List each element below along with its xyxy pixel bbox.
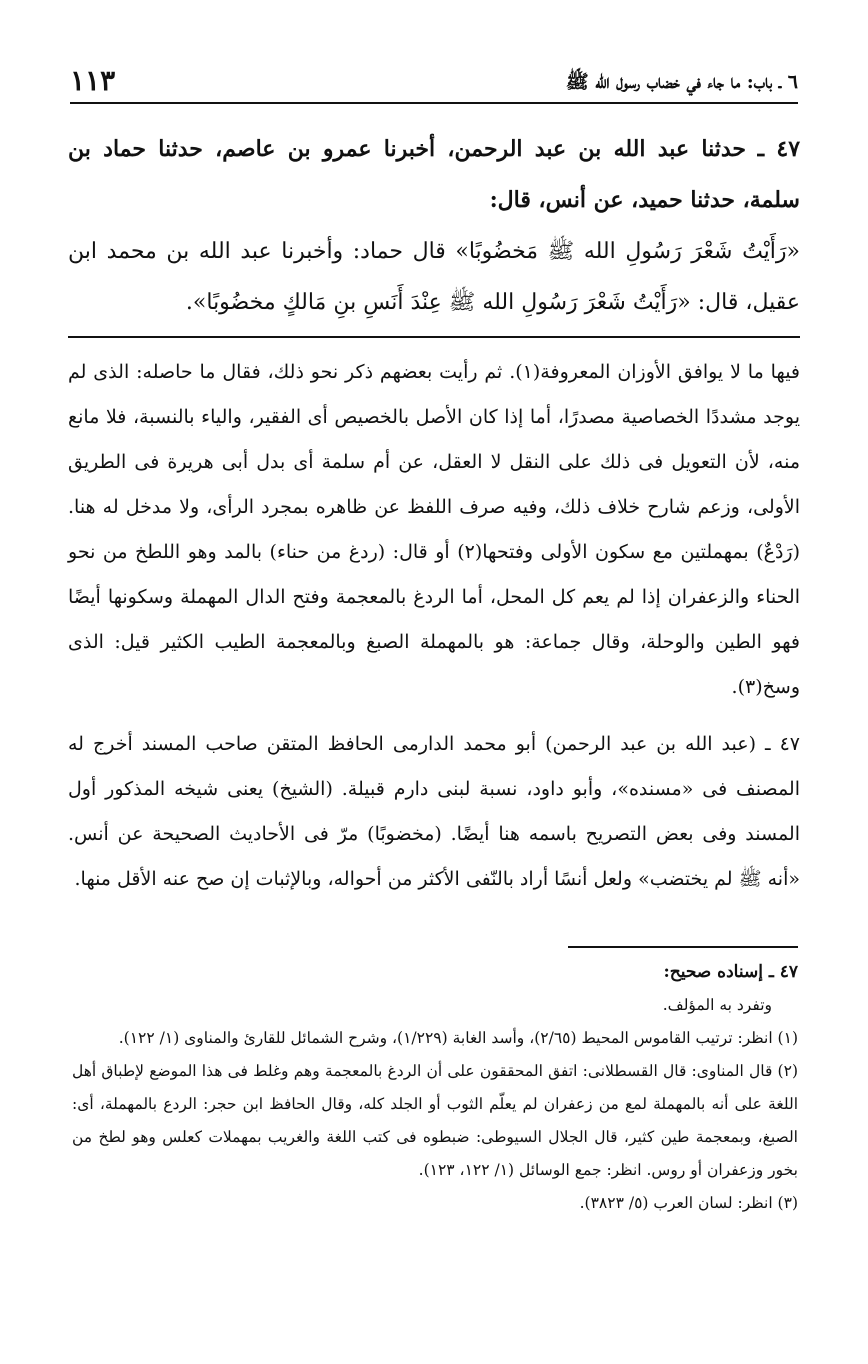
isnad-note: وتفرد به المؤلف. <box>662 996 772 1014</box>
commentary-paragraph-2: ٤٧ ـ (عبد الله بن عبد الرحمن) أبو محمد الدارمى الحافظ المتقن صاحب المسند أخرج له المصنف فى «مسنده»، وأبو داود، نسبة لبنى دارم قبيلة. (الشيخ) يعنى شيخه المذكور أول المسند وفى بعض التصريح باسمه هنا أيضًا. (مخضوبًا) مرّ فى الأحاديث الصحيحة عن أنس. «أنه ﷺ لم يختضب» ولعل أنسًا أراد بالنّفى الأكثر من أحواله، وبالإثبات إن صح عنه الأقل منها. <box>68 733 800 890</box>
footnote-3: (٣) انظر: لسان العرب (٥/ ٣٨٢٣). <box>579 1194 798 1212</box>
commentary <box>68 350 800 902</box>
hadith-chain: حدثنا عبد الله بن عبد الرحمن، أخبرنا عمرو بن عاصم، حدثنا حماد بن سلمة، حدثنا حميد، عن أنس، قال: <box>68 136 800 213</box>
page-number: ١١٣ <box>70 64 116 97</box>
commentary-paragraph-1: فيها ما لا يوافق الأوزان المعروفة(١). ثم رأيت بعضهم ذكر نحو ذلك، فقال ما حاصله: الذى لم يوجد مشددًا الخصاصية مصدرًا، أما إذا كان الأصل بالخصيص أى الفقير، والياء بالنسبة، فلا مانع منه، لأن التعويل فى ذلك على النقل لا العقل، عن أم سلمة أى بدل أبى هريرة فى الطريق الأولى، وزعم شارح خلاف ذلك، وفيه صرف اللفظ عن ظاهره بمجرد الرأى، ولا مدخل له هنا.(رَدْعٌ) بمهملتين مع سكون الأولى وفتحها(٢) أو قال: (ردغ من حناء) بالمد وهو اللطخ من نحو الحناء والزعفران إذا لم يعم كل المحل، أما الردغ بالمعجمة وفتح الدال المهملة وسكونها أيضًا فهو الطين والوحلة، وقال جماعة: هو بالمهملة الصبغ وبالمعجمة الطيب الكثير قيل: الذى وسخ(٣). <box>68 361 801 698</box>
footnote-divider <box>568 946 798 948</box>
footnotes <box>72 956 798 1220</box>
footnote-2: (٢) قال المناوى: قال القسطلانى: اتفق المحققون على أن الردغ بالمعجمة وهم وغلط فى هذا الموضع لإطباق أهل اللغة على أنه بالمهملة لمع من زعفران لم يعلّم الثوب أو الجلد كله، وقال الحافظ ابن حجر: الردع بالمهملة، أى: الصبغ، وبمعجمة طين كثير، قال الجلال السيوطى: ضبطوه فى كتب اللغة والغريب بمهملات كعلس وهو لطخ من بخور وزعفران أو روس. انظر: جمع الوسائل (١/ ١٢٢، ١٢٣). <box>72 1062 798 1179</box>
hadith-matn: «رَأَيْتُ شَعْرَ رَسُولِ الله ﷺ مَخضُوبًا» قال حماد: وأخبرنا عبد الله بن محمد ابن عقيل، قال: «رَأَيْتُ شَعْرَ رَسُولِ الله ﷺ عِنْدَ أَنَسِ بنِ مَالكٍ مخضُوبًا». <box>68 239 800 315</box>
chapter-title: ٦ ـ باب: ما جاء في خضاب رسول الله ﷺ <box>565 71 798 93</box>
text-divider <box>68 336 800 338</box>
footnote-1: (١) انظر: ترتيب القاموس المحيط (٢/٦٥)، وأسد الغابة (١/٢٢٩)، وشرح الشمائل للقارئ والمناوى (١/ ١٢٢). <box>118 1029 798 1047</box>
isnad-heading: ٤٧ ـ إسناده صحيح: <box>663 962 798 982</box>
hadith-number: ٤٧ ـ <box>757 136 801 162</box>
hadith-text <box>68 124 800 328</box>
hadith-paragraph <box>68 124 800 226</box>
page-header <box>70 62 798 104</box>
